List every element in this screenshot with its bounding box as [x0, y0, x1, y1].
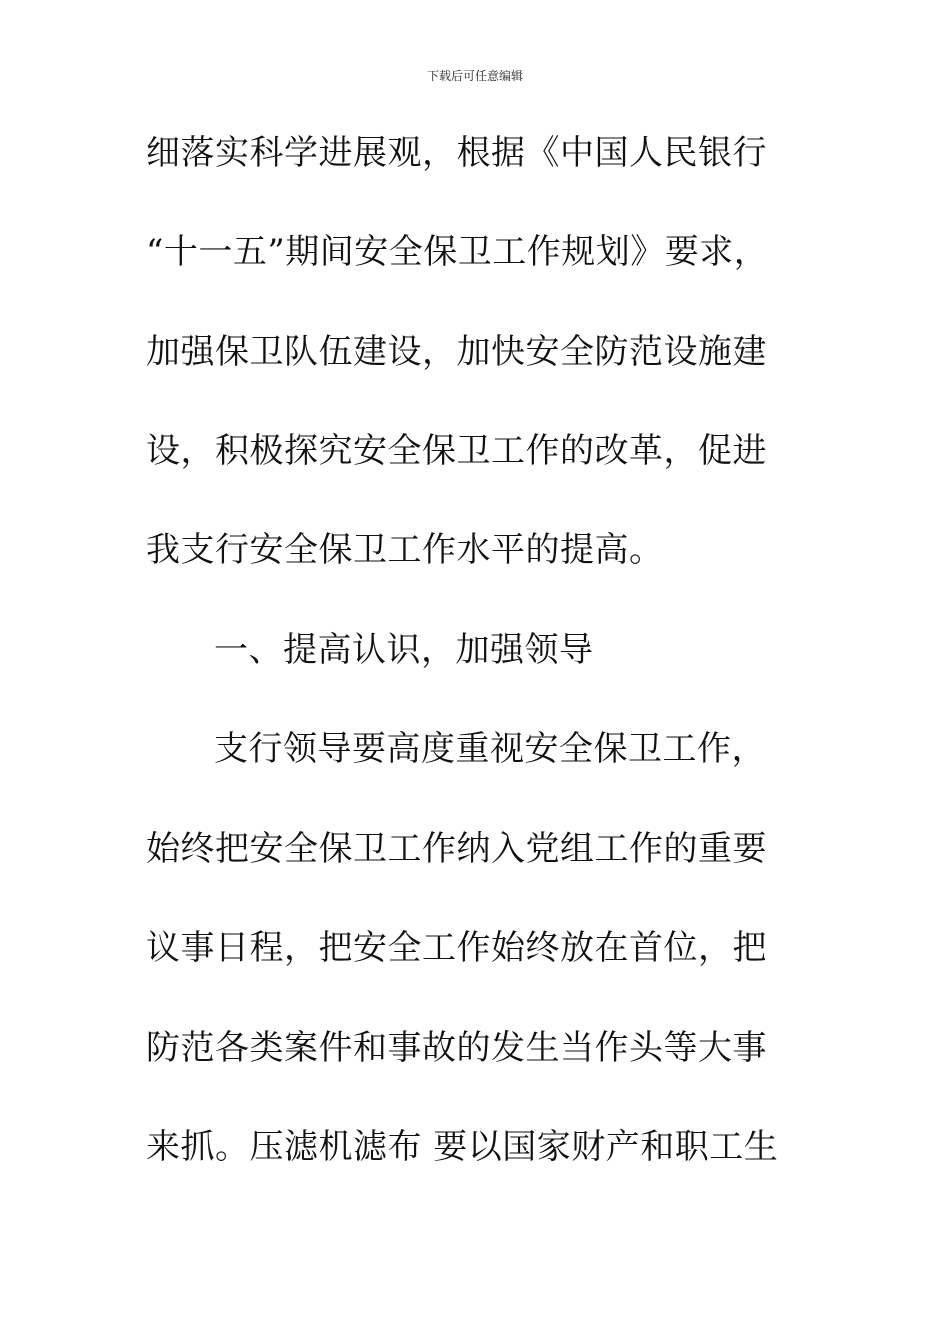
paragraph-line: 议事日程，把安全工作始终放在首位，把 [146, 928, 767, 968]
paragraph-line: 细落实科学进展观，根据《中国人民银行 [146, 133, 767, 173]
paragraph-line: 我支行安全保卫工作水平的提高。 [146, 530, 664, 570]
paragraph-line: 设，积极探究安全保卫工作的改革，促进 [146, 431, 767, 471]
paragraph-line: 来抓。压滤机滤布 要以国家财产和职工生 [146, 1127, 779, 1167]
page-header-note: 下载后可任意编辑 [426, 69, 523, 83]
paragraph-line: “十一五”期间安全保卫工作规划》要求， [146, 232, 769, 272]
paragraph-line: 支行领导要高度重视安全保卫工作， [214, 729, 766, 769]
paragraph-line: 始终把安全保卫工作纳入党组工作的重要 [146, 829, 767, 869]
paragraph-line: 加强保卫队伍建设，加快安全防范设施建 [146, 332, 767, 372]
paragraph-line: 防范各类案件和事故的发生当作头等大事 [146, 1028, 767, 1068]
section-heading: 一、提高认识，加强领导 [214, 630, 594, 670]
